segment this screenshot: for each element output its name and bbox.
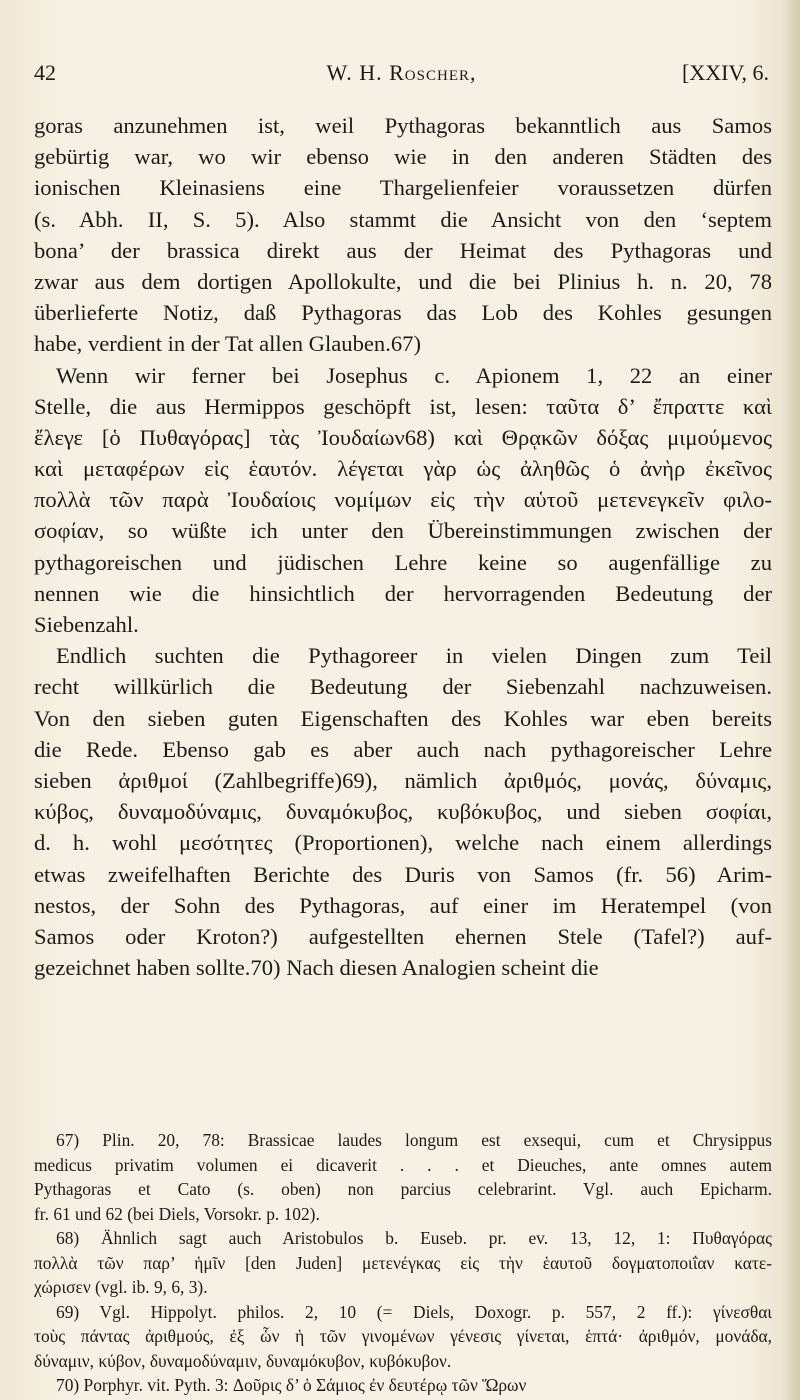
section-marker: [XXIV, 6.	[682, 60, 769, 85]
text-line: κύβος, δυναμοδύναμις, δυναμόκυβος, κυβόκυβος, und sieben σοφίαι,	[34, 799, 772, 825]
text-line: gezeichnet haben sollte.70) Nach diesen Analogien scheint die	[34, 955, 599, 981]
page-spine-shadow	[782, 0, 800, 1400]
text-line: Siebenzahl.	[34, 612, 139, 637]
text-line: Wenn wir ferner bei Josephus c. Apionem 1, 22 an einer	[56, 362, 772, 388]
text-line: nennen wie die hinsichtlich der hervorragenden Bedeutung der	[34, 580, 772, 606]
text-line: etwas zweifelhaften Berichte des Duris von Samos (fr. 56) Arim-	[34, 861, 772, 887]
footnote-line: 70) Porphyr. vit. Pyth. 3: Δοῦρις δ’ ὁ Σάμιος ἐν δευτέρῳ τῶν Ὥρων	[56, 1375, 527, 1395]
footnote-line: δύναμιν, κύβον, δυναμοδύναμιν, δυναμόκυβον, κυβόκυβον.	[34, 1350, 452, 1371]
text-line: πολλὰ τῶν παρὰ Ἰουδαίοις νομίμων εἰς τὴν αὑτοῦ μετενεγκεῖν φιλο-	[34, 487, 772, 513]
text-line: nestos, der Sohn des Pythagoras, auf einer im Heratempel (von	[34, 892, 772, 918]
text-line: Von den sieben guten Eigenschaften des Kohles war eben bereits	[34, 705, 772, 731]
footnote-line: 69) Vgl. Hippolyt. philos. 2, 10 (= Diels, Doxogr. p. 557, 2 ff.): γίνεσθαι	[56, 1301, 772, 1322]
text-line: καὶ μεταφέρων εἰς ἑαυτόν. λέγεται γὰρ ὡς ἀληθῶς ὁ ἀνὴρ ἐκεῖνος	[34, 456, 772, 482]
footnote-line: 67) Plin. 20, 78: Brassicae laudes longum est exsequi, cum et Chrysippus	[56, 1130, 772, 1150]
footnote-line: τοὺς πάντας ἀριθμούς, ἐξ ὧν ἡ τῶν γινομένων γένεσις γίνεται, ἑπτά· ἀριθμόν, μονάδα,	[34, 1326, 772, 1346]
text-line: bona’ der brassica direkt aus der Heimat des Pythagoras und	[34, 237, 772, 263]
footnote-line: fr. 61 und 62 (bei Diels, Vorsokr. p. 102).	[34, 1203, 320, 1224]
main-text	[34, 110, 772, 983]
text-line: Endlich suchten die Pythagoreer in vielen Dingen zum Teil	[56, 643, 772, 669]
text-line: ionischen Kleinasiens eine Thargelienfeier voraussetzen dürfen	[34, 175, 772, 201]
footnote-line: πολλὰ τῶν παρ’ ἡμῖν [den Juden] μετενέγκας εἰς τὴν ἑαυτοῦ δογματοποιΐαν κατε-	[34, 1252, 772, 1273]
footnote-line: 68) Ähnlich sagt auch Aristobulos b. Euseb. pr. ev. 13, 12, 1: Πυθαγόρας	[56, 1228, 772, 1248]
text-line: σοφίαν, so wüßte ich unter den Übereinstimmungen zwischen der	[34, 518, 772, 544]
text-line: goras anzunehmen ist, weil Pythagoras bekanntlich aus Samos	[34, 113, 772, 138]
text-line: sieben ἀριθμοί (Zahlbegriffe)69), nämlich ἀριθμός, μονάς, δύναμις,	[34, 767, 772, 793]
text-line: (s. Abh. II, S. 5). Also stammt die Ansicht von den ‘septem	[34, 206, 772, 232]
text-line: überlieferte Notiz, daß Pythagoras das Lob des Kohles gesungen	[34, 300, 772, 326]
footnote-line: Pythagoras et Cato (s. oben) non parcius celebrarint. Vgl. auch Epicharm.	[34, 1179, 772, 1199]
text-line: d. h. wohl μεσότητες (Proportionen), welche nach einem allerdings	[34, 830, 772, 856]
text-line: gebürtig war, wo wir ebenso wie in den anderen Städten des	[34, 144, 772, 170]
text-line: Stelle, die aus Hermippos geschöpft ist, lesen: ταῦτα δ’ ἔπραττε καὶ	[34, 393, 772, 419]
footnote-line: medicus privatim volumen ei dicaverit . . . et Dieuches, ante omnes autem	[34, 1154, 772, 1175]
running-header	[34, 60, 769, 90]
text-line: recht willkürlich die Bedeutung der Siebenzahl nachzuweisen.	[34, 674, 772, 700]
page-number: 42	[34, 60, 56, 85]
text-line: die Rede. Ebenso gab es aber auch nach pythagoreischer Lehre	[34, 736, 772, 762]
text-line: habe, verdient in der Tat allen Glauben.67)	[34, 331, 421, 357]
footnotes	[34, 1128, 772, 1398]
text-line: zwar aus dem dortigen Apollokulte, und die bei Plinius h. n. 20, 78	[34, 268, 772, 294]
text-line: pythagoreischen und jüdischen Lehre keine so augenfällige zu	[34, 549, 772, 575]
text-line: ἔλεγε [ὁ Πυθαγόρας] τὰς Ἰουδαίων68) καὶ Θρᾳκῶν δόξας μιμούμενος	[34, 424, 772, 450]
footnote-line: χώρισεν (vgl. ib. 9, 6, 3).	[34, 1277, 208, 1297]
text-line: Samos oder Kroton?) aufgestellten ehernen Stele (Tafel?) auf-	[34, 923, 772, 949]
running-title: W. H. Roscher,	[326, 60, 477, 85]
